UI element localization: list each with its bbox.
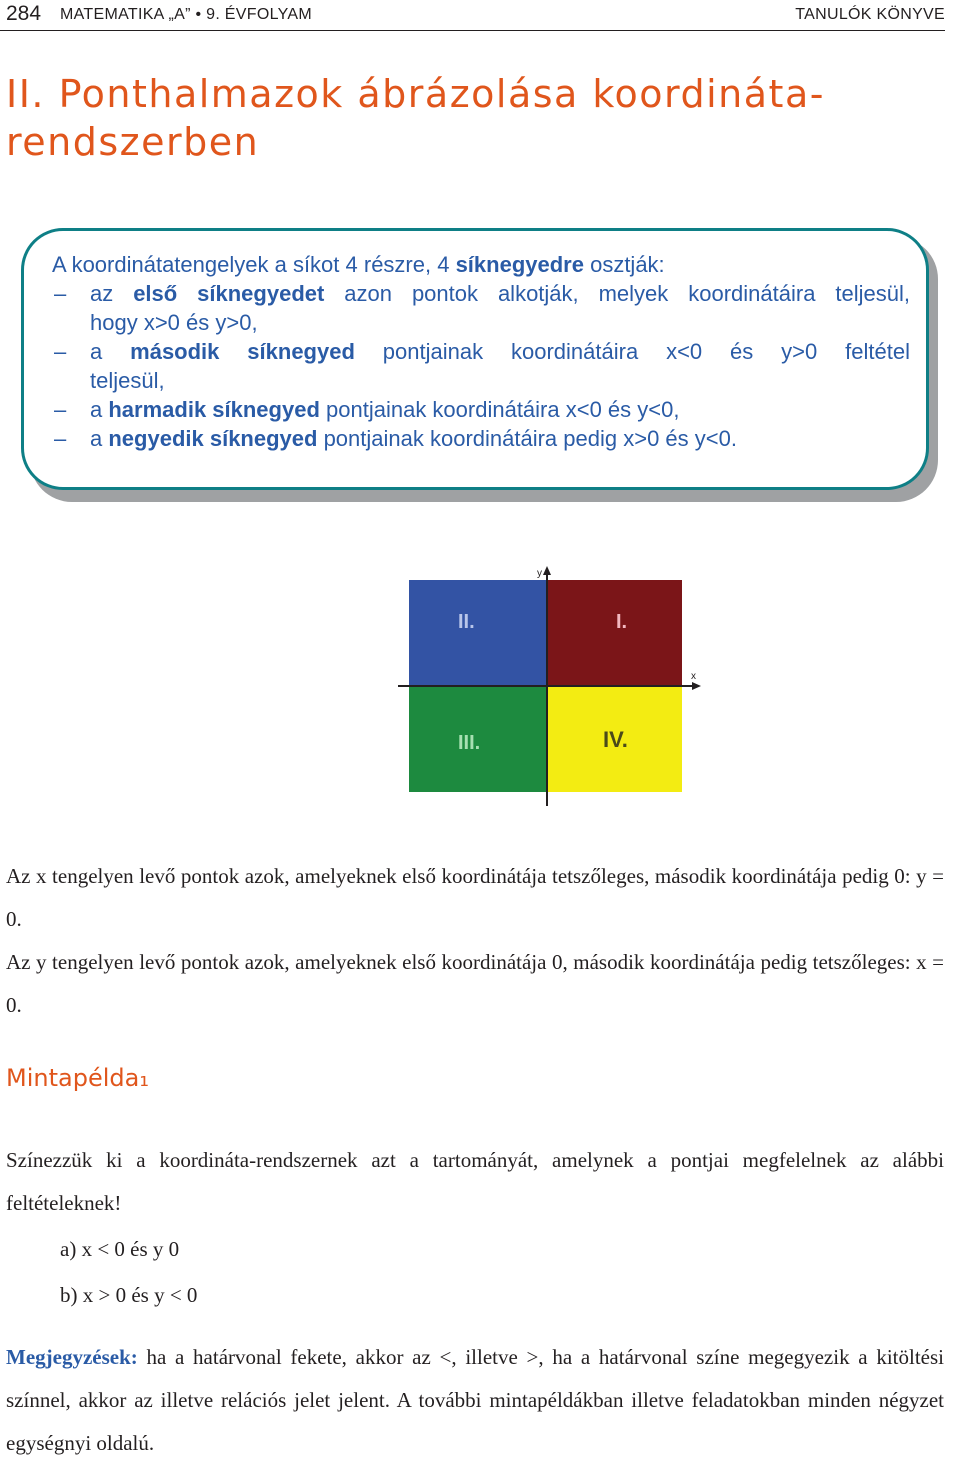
- x-axis-arrow: [692, 682, 701, 690]
- x-axis-label: x: [691, 671, 696, 682]
- quadrant-1-label: I.: [616, 611, 628, 633]
- quadrant-2: [409, 580, 547, 686]
- y-axis-arrow: [543, 566, 551, 575]
- definition-item-4: – a negyedik síknegyed pontjainak koordinátáira pedig x>0 és y<0.: [54, 426, 737, 451]
- definition-item-3: – a harmadik síknegyed pontjainak koordinátáira x<0 és y<0,: [54, 397, 680, 422]
- page-header: [0, 0, 945, 31]
- book-title: MATEMATIKA „A” • 9. ÉVFOLYAM: [60, 6, 312, 23]
- definition-item-2: – a második síknegyed pontjainak koordinátáira x<0 és y>0 feltétel teljesül,: [54, 339, 910, 393]
- y-axis-label: y: [537, 568, 542, 579]
- notes-paragraph: [6, 1336, 944, 1465]
- example-item-b: b) x > 0 és y < 0: [60, 1283, 198, 1307]
- notes-label: Megjegyzések:: [6, 1345, 138, 1369]
- quadrant-1: [547, 580, 682, 686]
- notes-text: ha a határvonal fekete, akkor az <, illetve >, ha a határvonal színe megegyezik a kitöltési színnel, akkor az illetve relációs jelet jelent. A további mintapéldákban illetve feladatokban minden négyzet egységnyi oldalú.: [6, 1345, 944, 1455]
- definition-text: [52, 250, 910, 453]
- quadrant-diagram: [398, 563, 708, 808]
- chapter-title: [6, 70, 906, 166]
- definition-intro: A koordinátatengelyek a síkot 4 részre, 4 síknegyedre osztják:: [52, 252, 665, 277]
- definition-item-1: – az első síknegyedet azon pontok alkotják, melyek koordinátáira teljesül, hogy x>0 és y>0,: [54, 281, 910, 335]
- book-type: TANULÓK KÖNYVE: [795, 6, 945, 23]
- quadrant-2-label: II.: [458, 611, 475, 633]
- page-number: 284: [6, 2, 42, 25]
- example-task: Színezzük ki a koordináta-rendszernek azt a tartományát, amelynek a pontjai megfelelnek az alábbi feltételeknek!: [6, 1148, 944, 1215]
- chapter-title-line1: II. Ponthalmazok ábrázolása koordináta-: [6, 72, 825, 116]
- quadrant-3-label: III.: [458, 732, 481, 754]
- chapter-title-line2: rendszerben: [6, 120, 260, 164]
- example-title: Mintapélda₁: [6, 1064, 149, 1092]
- quadrant-4-label: IV.: [603, 727, 628, 752]
- x-axis-paragraph: Az x tengelyen levő pontok azok, amelyeknek első koordinátája tetszőleges, második koordinátája pedig 0: y = 0.: [6, 864, 944, 931]
- example-item-a: a) x < 0 és y 0: [60, 1237, 180, 1261]
- y-axis-paragraph: Az y tengelyen levő pontok azok, amelyeknek első koordinátája 0, második koordinátája pedig tetszőleges: x = 0.: [6, 950, 944, 1017]
